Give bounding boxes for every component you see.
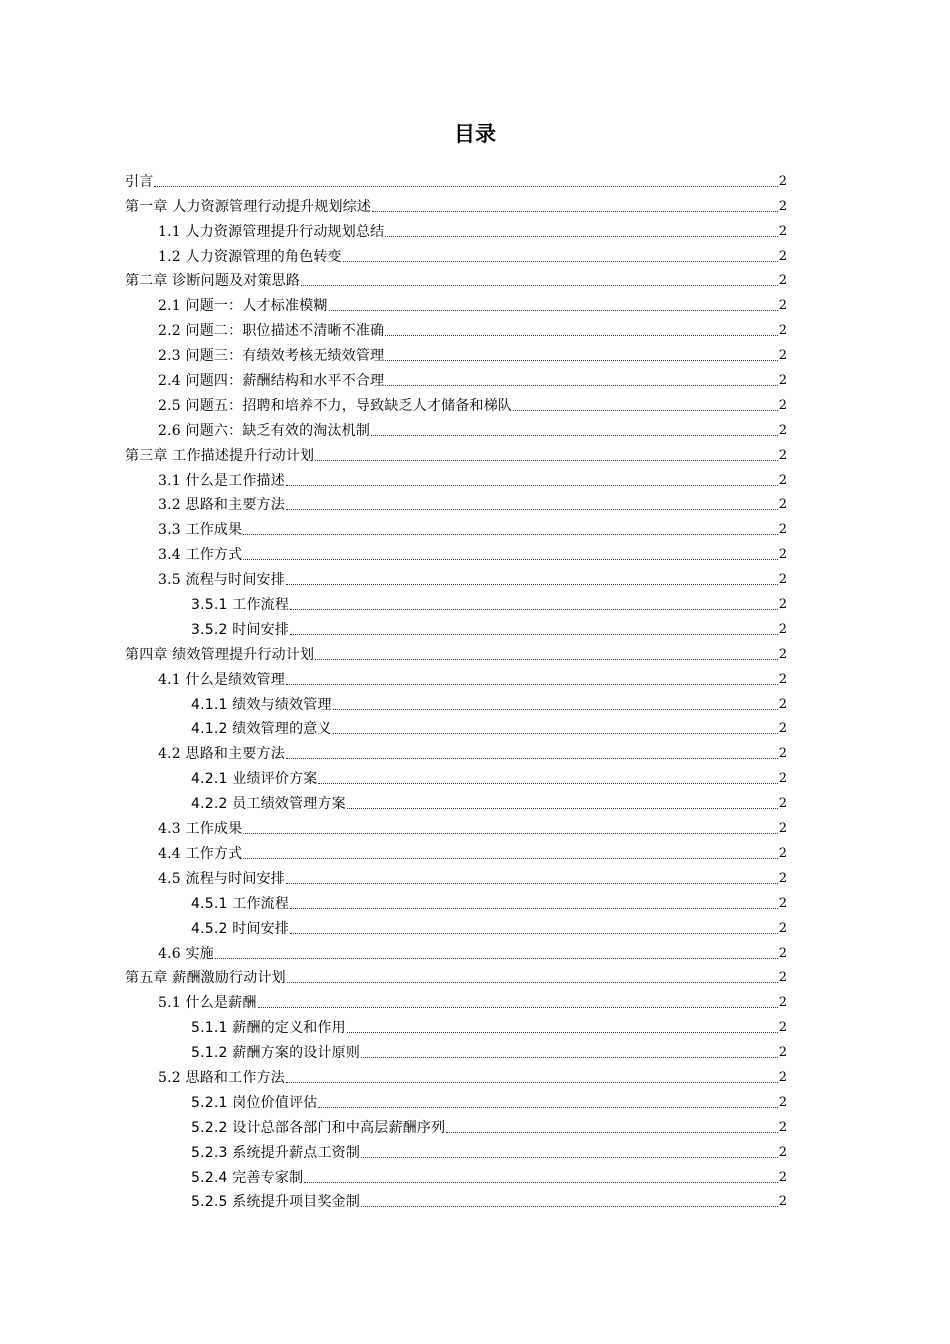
table-of-contents: [125, 166, 787, 1211]
toc-page-number: 2: [778, 1045, 787, 1061]
dot-leader: [329, 310, 778, 311]
toc-page-number: 2: [778, 273, 787, 289]
toc-entry-title: 2.6 问题六：缺乏有效的淘汰机制: [158, 422, 371, 439]
toc-page-number: 2: [778, 173, 787, 189]
toc-entry-title: 5.1.1 薪酬的定义和作用: [191, 1020, 346, 1037]
dot-leader: [361, 1057, 778, 1058]
toc-page-number: 2: [778, 995, 787, 1011]
toc-entry[interactable]: [125, 863, 787, 888]
toc-entry-title: 4.4 工作方式: [158, 845, 243, 862]
dot-leader: [243, 858, 777, 859]
dot-leader: [347, 1032, 778, 1033]
dot-leader: [243, 833, 777, 834]
dot-leader: [361, 1206, 778, 1207]
dot-leader: [290, 634, 778, 635]
dot-leader: [290, 933, 778, 934]
toc-entry-title: 5.2.4 完善专家制: [191, 1169, 304, 1186]
dot-leader: [371, 435, 778, 436]
dot-leader: [215, 958, 778, 959]
toc-entry[interactable]: [125, 639, 787, 664]
dot-leader: [243, 534, 777, 535]
toc-entry-title: 4.2.2 员工绩效管理方案: [191, 796, 346, 813]
toc-entry-title: 2.1 问题一：人才标准模糊: [158, 298, 328, 315]
toc-entry-title: 3.1 什么是工作描述: [158, 472, 285, 489]
dot-leader: [446, 1132, 777, 1133]
dot-leader: [301, 285, 778, 286]
toc-page-number: 2: [778, 373, 787, 389]
dot-leader: [333, 709, 778, 710]
toc-page-number: 2: [778, 1069, 787, 1085]
toc-page-number: 2: [778, 1094, 787, 1110]
toc-entry[interactable]: [125, 1137, 787, 1162]
toc-page-number: 2: [778, 323, 787, 339]
toc-entry[interactable]: [125, 714, 787, 739]
toc-entry[interactable]: [125, 987, 787, 1012]
dot-leader: [286, 1082, 778, 1083]
toc-page-number: 2: [778, 1194, 787, 1210]
toc-page-number: 2: [778, 422, 787, 438]
toc-entry[interactable]: [125, 166, 787, 191]
dot-leader: [385, 335, 777, 336]
toc-entry-title: 5.2.1 岗位价值评估: [191, 1094, 318, 1111]
toc-entry[interactable]: [125, 963, 787, 988]
toc-entry[interactable]: [125, 290, 787, 315]
toc-entry-title: 4.1.2 绩效管理的意义: [191, 721, 332, 738]
toc-entry-title: 第三章 工作描述提升行动计划: [125, 447, 315, 464]
toc-entry[interactable]: [125, 738, 787, 763]
toc-entry-title: 4.5.1 工作流程: [191, 895, 290, 912]
toc-page-number: 2: [778, 895, 787, 911]
toc-entry[interactable]: [125, 539, 787, 564]
toc-entry-title: 3.2 思路和主要方法: [158, 497, 285, 514]
dot-leader: [343, 261, 778, 262]
toc-entry[interactable]: [125, 1062, 787, 1087]
toc-entry[interactable]: [125, 1112, 787, 1137]
toc-entry[interactable]: [125, 614, 787, 639]
dot-leader: [286, 758, 778, 759]
toc-entry[interactable]: [125, 191, 787, 216]
toc-page-number: 2: [778, 671, 787, 687]
dot-leader: [318, 1107, 777, 1108]
dot-leader: [286, 509, 778, 510]
dot-leader: [154, 186, 777, 187]
toc-entry-title: 5.2 思路和工作方法: [158, 1069, 285, 1086]
toc-entry[interactable]: [125, 763, 787, 788]
toc-page-number: 2: [778, 970, 787, 986]
toc-page-number: 2: [778, 1169, 787, 1185]
toc-page-number: 2: [778, 348, 787, 364]
dot-leader: [318, 783, 777, 784]
toc-entry-title: 4.1.1 绩效与绩效管理: [191, 696, 332, 713]
toc-entry-title: 1.1 人力资源管理提升行动规划总结: [158, 223, 385, 240]
toc-page-number: 2: [778, 721, 787, 737]
toc-entry-title: 4.5 流程与时间安排: [158, 870, 285, 887]
dot-leader: [385, 385, 777, 386]
toc-page-number: 2: [778, 472, 787, 488]
toc-entry[interactable]: [125, 1162, 787, 1187]
toc-entry-title: 5.2.2 设计总部各部门和中高层薪酬序列: [191, 1119, 446, 1136]
dot-leader: [361, 1157, 778, 1158]
dot-leader: [286, 485, 778, 486]
dot-leader: [513, 410, 778, 411]
dot-leader: [287, 982, 778, 983]
toc-entry-title: 4.3 工作成果: [158, 821, 243, 838]
page-title: 目录: [454, 122, 496, 146]
toc-entry[interactable]: [125, 664, 787, 689]
toc-entry[interactable]: [125, 589, 787, 614]
toc-page-number: 2: [778, 447, 787, 463]
toc-page-number: 2: [778, 298, 787, 314]
dot-leader: [243, 559, 777, 560]
toc-entry[interactable]: [125, 340, 787, 365]
toc-page-number: 2: [778, 845, 787, 861]
toc-entry[interactable]: [125, 465, 787, 490]
dot-leader: [286, 684, 778, 685]
toc-entry[interactable]: [125, 913, 787, 938]
dot-leader: [304, 1182, 777, 1183]
toc-entry-title: 4.6 实施: [158, 945, 214, 962]
dot-leader: [333, 733, 778, 734]
toc-entry-title: 3.3 工作成果: [158, 522, 243, 539]
toc-page-number: 2: [778, 746, 787, 762]
toc-page-number: 2: [778, 821, 787, 837]
toc-page-number: 2: [778, 572, 787, 588]
toc-entry-title: 3.5.1 工作流程: [191, 597, 290, 614]
toc-entry[interactable]: [125, 888, 787, 913]
toc-entry-title: 5.1.2 薪酬方案的设计原则: [191, 1045, 361, 1062]
dot-leader: [347, 808, 778, 809]
toc-entry[interactable]: [125, 838, 787, 863]
toc-entry-title: 4.2.1 业绩评价方案: [191, 771, 318, 788]
toc-entry-title: 1.2 人力资源管理的角色转变: [158, 248, 342, 265]
toc-page-number: 2: [778, 198, 787, 214]
toc-page-number: 2: [778, 945, 787, 961]
toc-entry-title: 3.4 工作方式: [158, 547, 243, 564]
toc-entry-title: 2.3 问题三：有绩效考核无绩效管理: [158, 348, 385, 365]
toc-entry[interactable]: [125, 564, 787, 589]
toc-entry-title: 3.5 流程与时间安排: [158, 572, 285, 589]
toc-page-number: 2: [778, 497, 787, 513]
toc-entry-title: 4.1 什么是绩效管理: [158, 671, 285, 688]
toc-entry-title: 2.2 问题二：职位描述不清晰不准确: [158, 323, 385, 340]
toc-entry-title: 第一章 人力资源管理行动提升规划综述: [125, 198, 372, 215]
toc-entry[interactable]: [125, 241, 787, 266]
dot-leader: [385, 360, 777, 361]
toc-entry[interactable]: [125, 266, 787, 291]
toc-entry-title: 3.5.2 时间安排: [191, 621, 290, 638]
toc-entry[interactable]: [125, 514, 787, 539]
toc-entry-title: 第五章 薪酬激励行动计划: [125, 970, 286, 987]
toc-page-number: 2: [778, 597, 787, 613]
toc-page-number: 2: [778, 621, 787, 637]
toc-entry[interactable]: [125, 390, 787, 415]
toc-entry[interactable]: [125, 365, 787, 390]
dot-leader: [315, 659, 777, 660]
dot-leader: [286, 584, 778, 585]
toc-entry[interactable]: [125, 1087, 787, 1112]
dot-leader: [258, 1007, 778, 1008]
toc-page-number: 2: [778, 646, 787, 662]
toc-entry-title: 2.4 问题四：薪酬结构和水平不合理: [158, 373, 385, 390]
toc-entry[interactable]: [125, 440, 787, 465]
dot-leader: [385, 236, 777, 237]
toc-entry[interactable]: [125, 1012, 787, 1037]
toc-entry[interactable]: [125, 689, 787, 714]
toc-entry[interactable]: [125, 490, 787, 515]
dot-leader: [372, 211, 778, 212]
dot-leader: [286, 883, 778, 884]
toc-entry-title: 4.5.2 时间安排: [191, 920, 290, 937]
dot-leader: [290, 908, 778, 909]
toc-page-number: 2: [778, 920, 787, 936]
toc-entry-title: 5.2.3 系统提升薪点工资制: [191, 1144, 361, 1161]
toc-page-number: 2: [778, 771, 787, 787]
toc-entry-title: 第二章 诊断问题及对策思路: [125, 273, 301, 290]
toc-entry[interactable]: [125, 788, 787, 813]
toc-page-number: 2: [778, 1119, 787, 1135]
toc-entry[interactable]: [125, 415, 787, 440]
toc-entry[interactable]: [125, 216, 787, 241]
toc-entry[interactable]: [125, 1187, 787, 1212]
toc-page-number: 2: [778, 397, 787, 413]
dot-leader: [315, 460, 777, 461]
toc-entry[interactable]: [125, 813, 787, 838]
toc-entry-title: 引言: [125, 173, 154, 190]
toc-entry-title: 4.2 思路和主要方法: [158, 746, 285, 763]
toc-entry[interactable]: [125, 1037, 787, 1062]
toc-entry-title: 5.2.5 系统提升项目奖金制: [191, 1194, 361, 1211]
toc-page-number: 2: [778, 248, 787, 264]
toc-page-number: 2: [778, 870, 787, 886]
dot-leader: [290, 609, 778, 610]
toc-page-number: 2: [778, 1144, 787, 1160]
toc-entry-title: 2.5 问题五：招聘和培养不力，导致缺乏人才储备和梯队: [158, 397, 513, 414]
toc-page-number: 2: [778, 1020, 787, 1036]
toc-entry[interactable]: [125, 315, 787, 340]
toc-page-number: 2: [778, 547, 787, 563]
toc-entry-title: 5.1 什么是薪酬: [158, 995, 257, 1012]
toc-page-number: 2: [778, 522, 787, 538]
toc-page-number: 2: [778, 223, 787, 239]
toc-entry-title: 第四章 绩效管理提升行动计划: [125, 646, 315, 663]
toc-page-number: 2: [778, 696, 787, 712]
toc-entry[interactable]: [125, 938, 787, 963]
toc-page-number: 2: [778, 796, 787, 812]
